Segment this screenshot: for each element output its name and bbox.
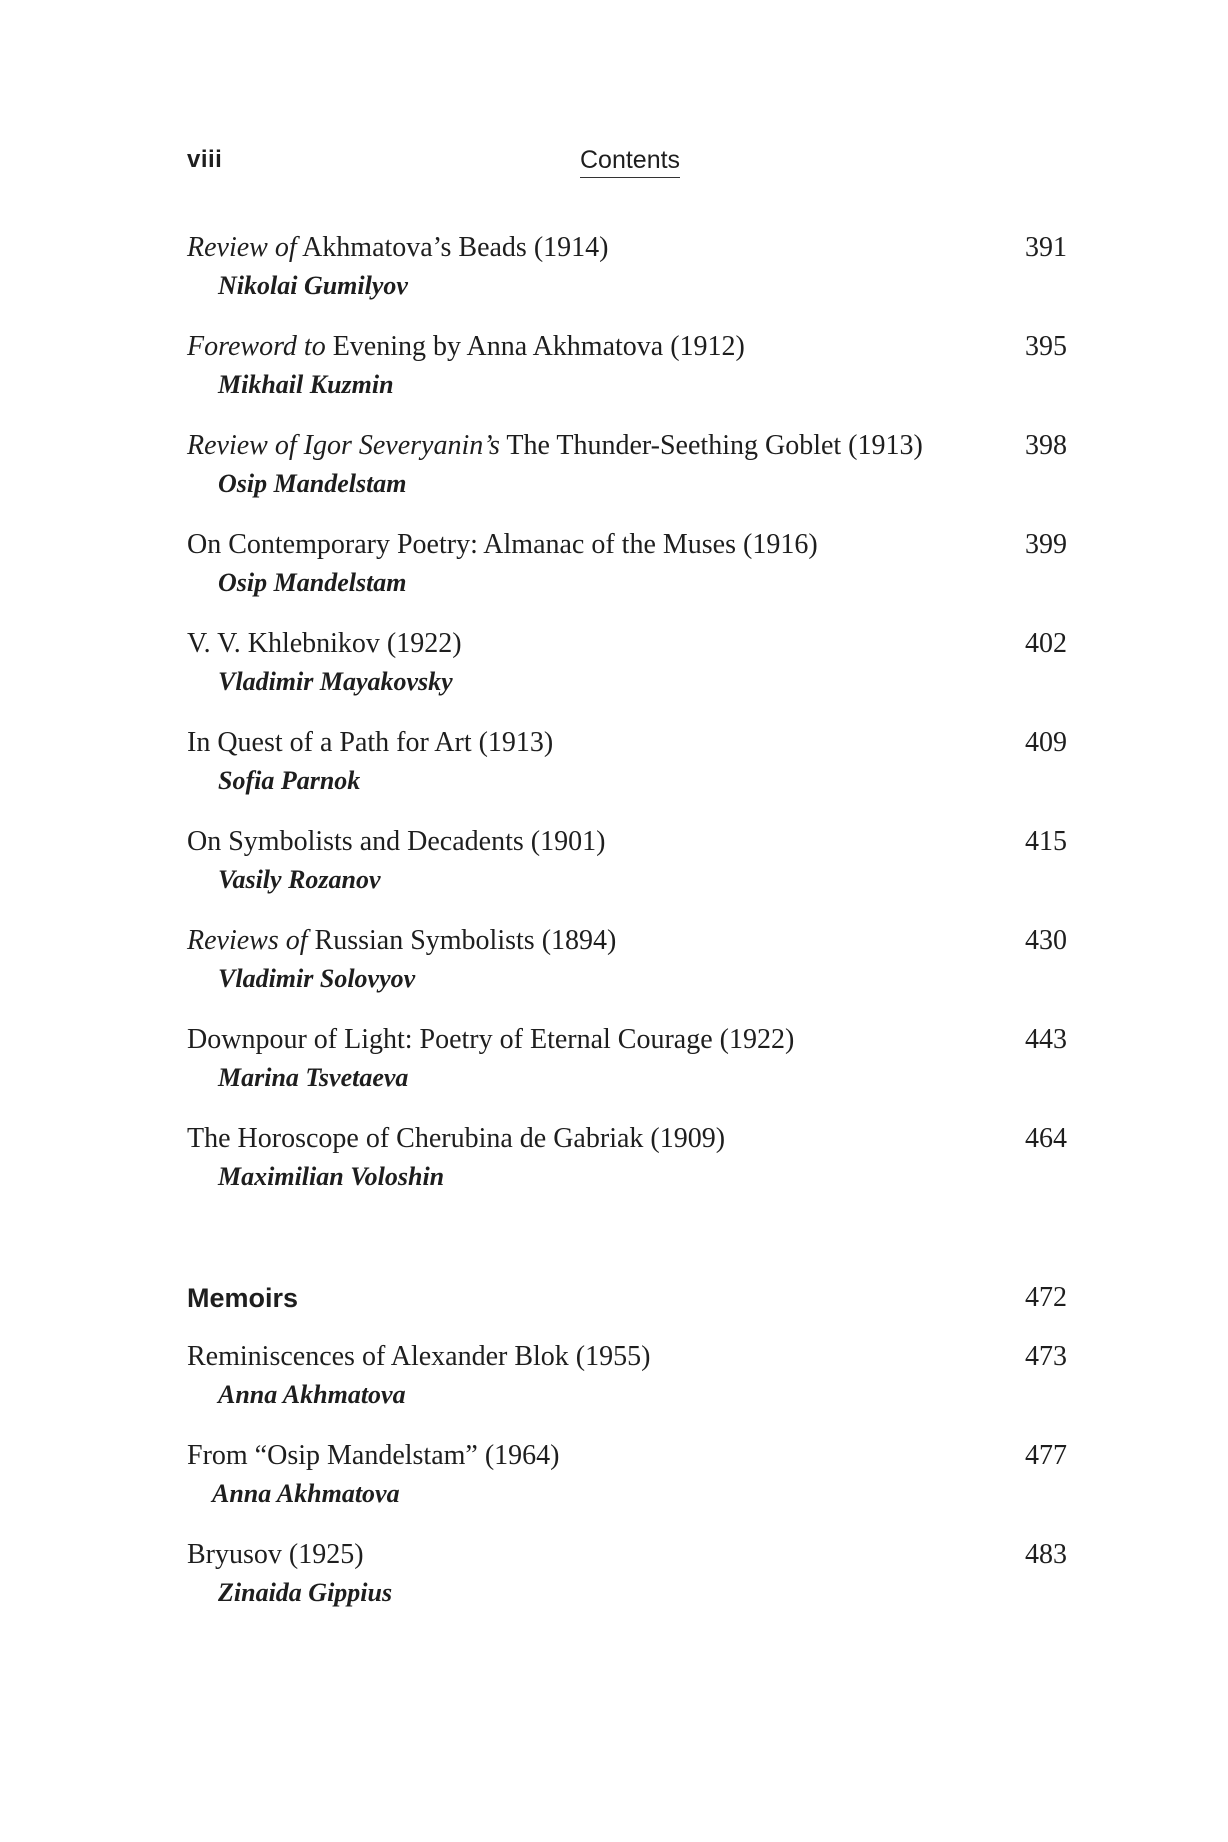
- toc-entry-author: Sofia Parnok: [218, 766, 361, 795]
- toc-entry-title-text: Bryusov (1925): [187, 1539, 364, 1570]
- toc-entry-title-text: In Quest of a Path for Art (1913): [187, 727, 554, 758]
- toc-entry-title-text: The Thunder-Seething Goblet (1913): [499, 430, 923, 461]
- toc-entry-page: 464: [1025, 1123, 1067, 1154]
- toc-entry-page: 443: [1025, 1024, 1067, 1055]
- section-heading-label: Memoirs: [187, 1283, 299, 1313]
- toc-entry: [187, 228, 1067, 304]
- toc-entry-author: Mikhail Kuzmin: [218, 370, 394, 399]
- toc-entry-author: Nikolai Gumilyov: [218, 271, 408, 300]
- toc-entry-page: 473: [1025, 1341, 1067, 1372]
- toc-entry-title: [187, 921, 1067, 961]
- toc-entry-page: 477: [1025, 1440, 1067, 1471]
- toc-entry-author: Marina Tsvetaeva: [218, 1063, 409, 1092]
- toc-entry-title-text: Downpour of Light: Poetry of Eternal Courage (1922): [187, 1024, 795, 1055]
- toc-entry-title: [187, 1119, 1067, 1159]
- toc-entry-author: Anna Akhmatova: [218, 1380, 406, 1409]
- section-heading-page: 472: [1025, 1282, 1067, 1313]
- toc-entry: [187, 1020, 1067, 1096]
- toc-entry-author: Vladimir Solovyov: [218, 964, 416, 993]
- toc-entry-title: [187, 723, 1067, 763]
- toc-entry-title: [187, 327, 1067, 367]
- toc-entry: [187, 1337, 1067, 1413]
- toc-entry-author: Vasily Rozanov: [218, 865, 381, 894]
- toc-entry-title-text: Akhmatova’s Beads (1914): [296, 232, 609, 263]
- toc-entry-title: [187, 1337, 1067, 1377]
- toc-entry-page: 398: [1025, 430, 1067, 461]
- toc-entry: [187, 921, 1067, 997]
- toc-entry-title-prefix: Foreword to: [187, 331, 326, 362]
- toc-entry-page: 430: [1025, 925, 1067, 956]
- toc-entry: [187, 822, 1067, 898]
- toc-entry: [187, 723, 1067, 799]
- toc-entry-title: [187, 1535, 1067, 1575]
- toc-entry-title-text: V. V. Khlebnikov (1922): [187, 628, 462, 659]
- toc-entry: [187, 426, 1067, 502]
- toc-entry-page: 391: [1025, 232, 1067, 263]
- toc-entry-title: [187, 228, 1067, 268]
- toc-entry-title-text: On Symbolists and Decadents (1901): [187, 826, 606, 857]
- toc-entry-title: [187, 426, 1067, 466]
- toc-entry-title-text: The Horoscope of Cherubina de Gabriak (1909): [187, 1123, 726, 1154]
- toc-entry-title-prefix: Reviews of: [187, 925, 308, 956]
- toc-entry-title-text: Evening by Anna Akhmatova (1912): [325, 331, 745, 362]
- toc-entry-title: [187, 624, 1067, 664]
- toc-entry-page: 483: [1025, 1539, 1067, 1570]
- toc-entry: [187, 327, 1067, 403]
- page-number: viii: [187, 146, 223, 173]
- toc-entry-author: Zinaida Gippius: [218, 1578, 393, 1607]
- toc-entry-title: [187, 525, 1067, 565]
- toc-entry-author: Osip Mandelstam: [218, 568, 407, 597]
- toc-entry: [187, 525, 1067, 601]
- toc-entry-title: [187, 822, 1067, 862]
- toc-entry-title-text: From “Osip Mandelstam” (1964): [187, 1440, 560, 1471]
- toc-entry-title-prefix: Review of: [187, 232, 297, 263]
- toc-entry: [187, 1436, 1067, 1512]
- toc-entry-page: 402: [1025, 628, 1067, 659]
- toc-entry-page: 395: [1025, 331, 1067, 362]
- toc-entry-title: [187, 1020, 1067, 1060]
- running-head: Contents: [580, 146, 680, 178]
- toc-entry-page: 409: [1025, 727, 1067, 758]
- section-heading: [187, 1278, 1067, 1318]
- toc-entry-author: Anna Akhmatova: [212, 1479, 400, 1508]
- toc-entry-title-text: Reminiscences of Alexander Blok (1955): [187, 1341, 651, 1372]
- toc-entry-title-prefix: Review of Igor Severyanin’s: [187, 430, 500, 461]
- toc-entry: [187, 624, 1067, 700]
- toc-entry-title-text: On Contemporary Poetry: Almanac of the Muses (1916): [187, 529, 818, 560]
- toc-entry-title-text: Russian Symbolists (1894): [307, 925, 617, 956]
- toc-entry-page: 415: [1025, 826, 1067, 857]
- toc-entry-author: Vladimir Mayakovsky: [218, 667, 453, 696]
- toc-entry-title: [187, 1436, 1067, 1476]
- toc-entry: [187, 1535, 1067, 1611]
- toc-entry-author: Maximilian Voloshin: [218, 1162, 445, 1191]
- toc-entry: [187, 1119, 1067, 1195]
- toc-entry-page: 399: [1025, 529, 1067, 560]
- toc-entry-author: Osip Mandelstam: [218, 469, 407, 498]
